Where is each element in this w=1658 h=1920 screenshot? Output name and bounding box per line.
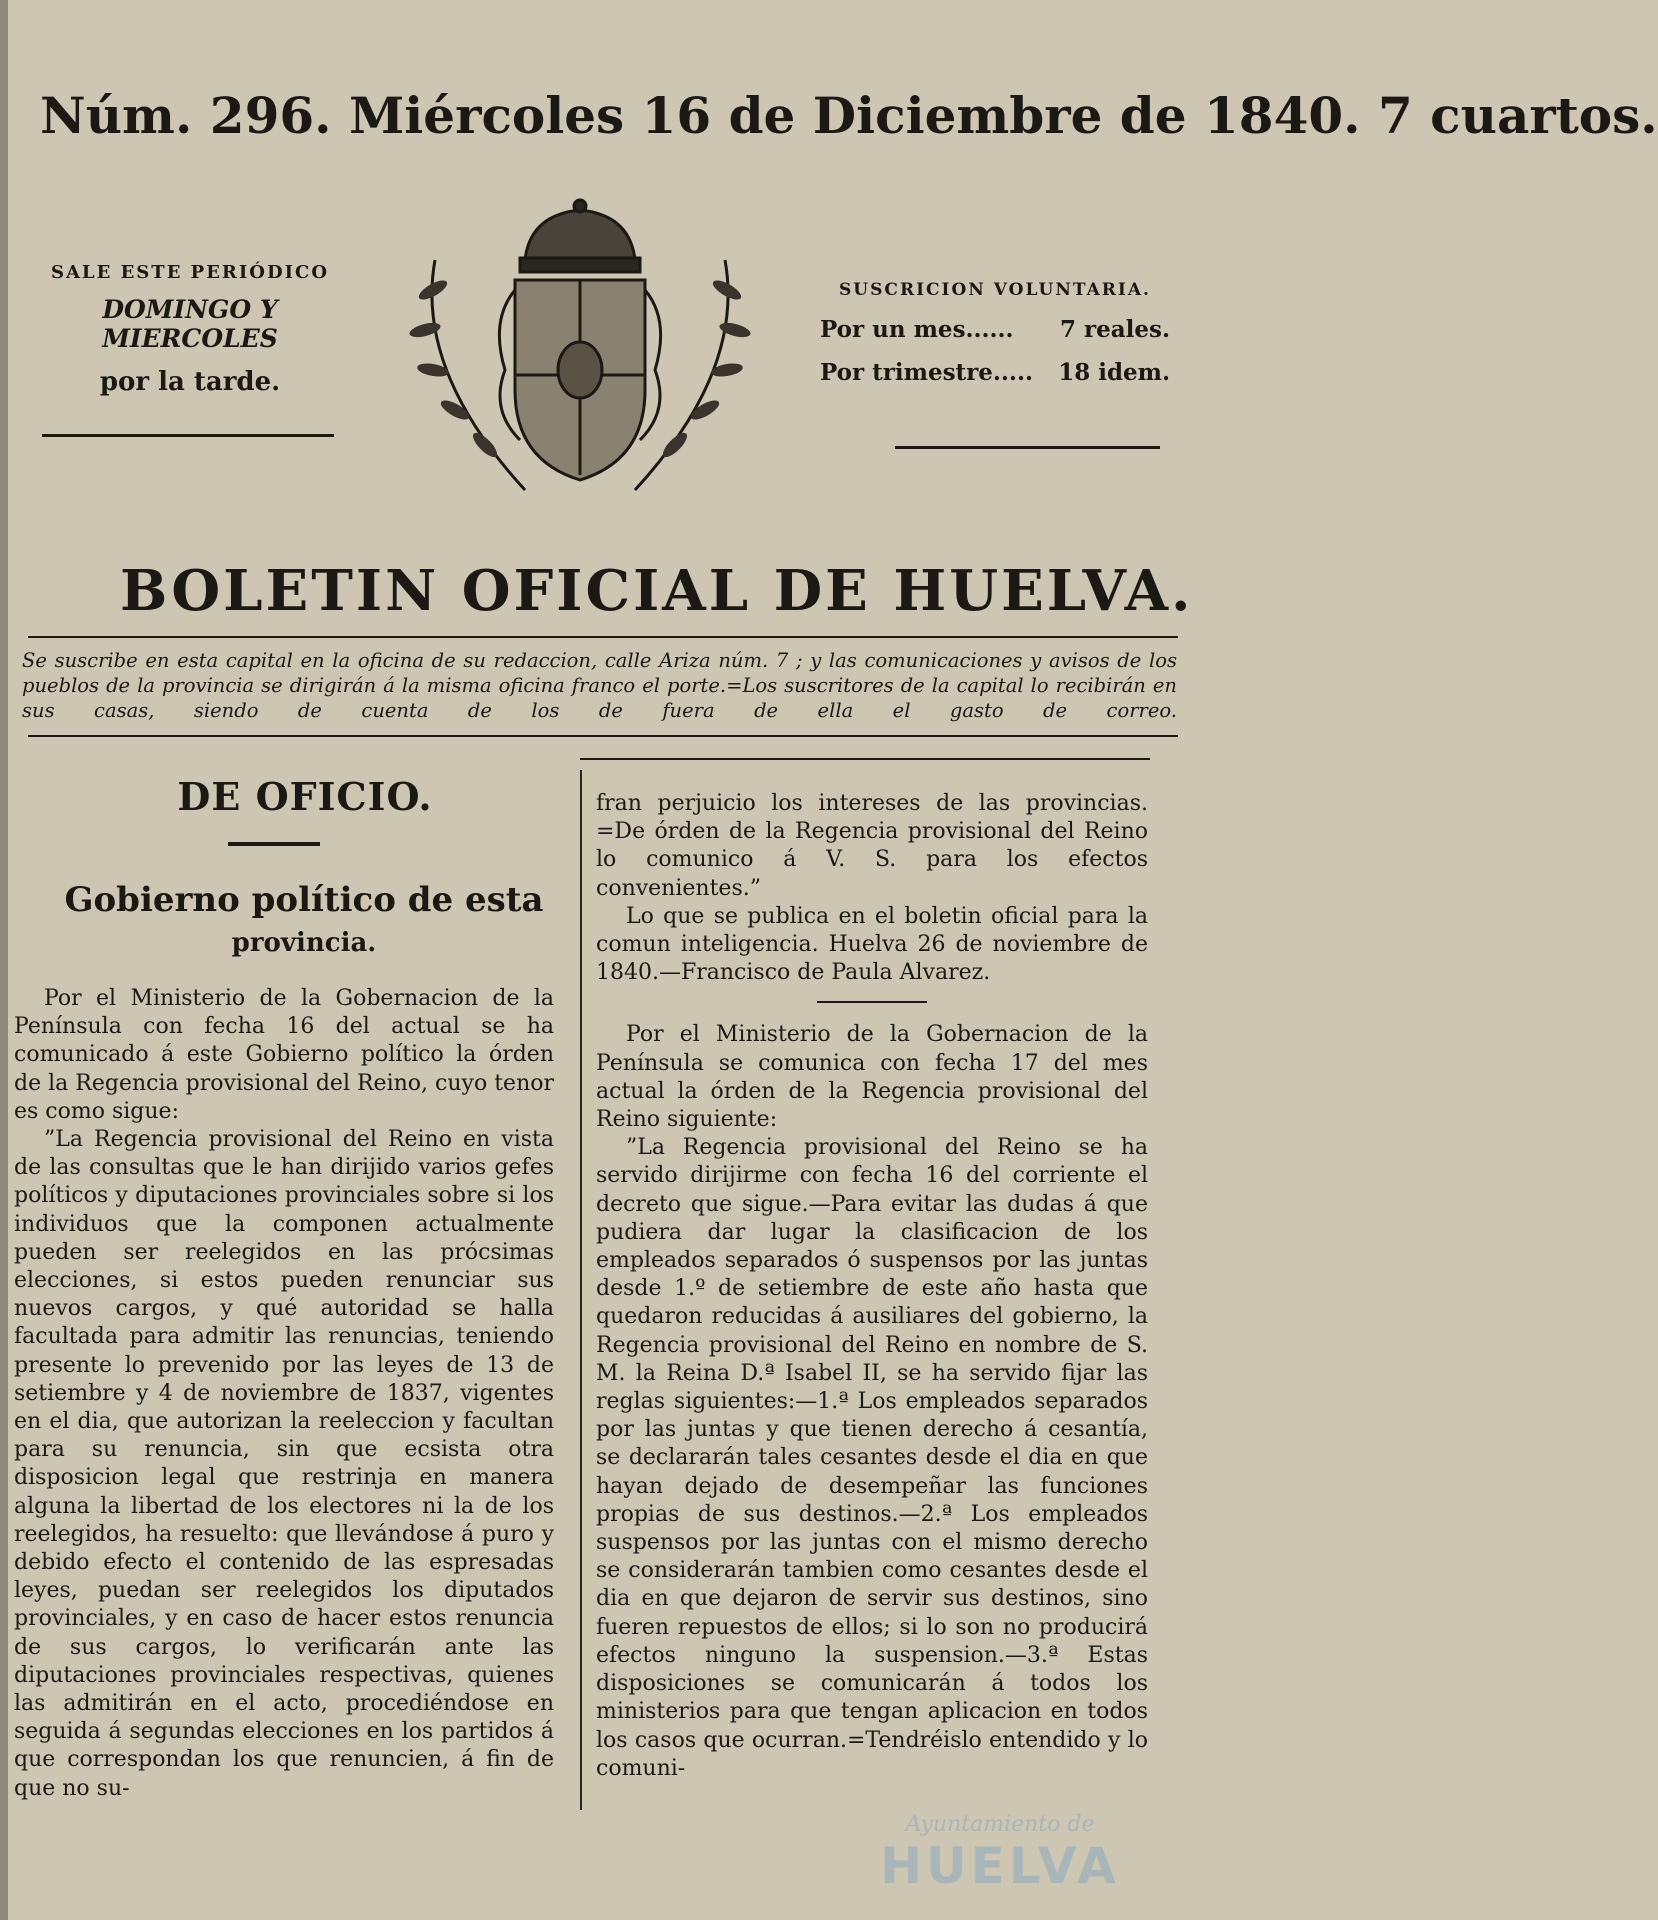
- schedule-line-2: DOMINGO Y MIERCOLES: [102, 295, 278, 353]
- masthead: Núm. 296. Miércoles 16 de Diciembre de 1840. 7 cuartos.: [40, 86, 1658, 145]
- column-divider: [580, 770, 582, 1810]
- page-edge: [0, 0, 8, 1920]
- price-value-month: 7 reales.: [1060, 316, 1170, 343]
- price-label-quarter: Por trimestre.....: [820, 359, 1033, 386]
- archive-watermark: [800, 1812, 1200, 1895]
- left-paragraph-2: ”La Regencia provisional del Reino en vista de las consultas que le han dirijido varios gefes políticos y diputaciones provinciales sobre si los individuos que la componen actualmente pueden ser reelegidos en las prócsimas elecciones, si estos pueden renunciar sus nuevos cargos, y qué autoridad se halla facultada para admitir las renuncias, teniendo presente lo prevenido por las leyes de 13 de setiembre y 4 de noviembre de 1837, vigentes en el dia, que autorizan la reeleccion y facultan para su renuncia, sin que ecsista otra disposicion legal que restrinja en manera alguna la libertad de los electores ni la de los reelegidos, ha resuelto: que llevándose á puro y debido efecto el contenido de las espresadas leyes, puedan ser reelegidos los diputados provinciales, y en caso de hacer estos renuncia de sus cargos, lo verificarán ante las diputaciones provinciales respectivas, quienes las admitirán en el acto, procediéndose en seguida á segundas elecciones en los partidos á que correspondan los que renuncien, á fin de que no su-: [14, 1127, 554, 1801]
- price-label-month: Por un mes......: [820, 316, 1014, 343]
- schedule-line-3: por la tarde.: [99, 367, 281, 397]
- watermark-line-2: HUELVA: [880, 1837, 1120, 1895]
- publication-schedule: [30, 262, 350, 397]
- article-heading: Gobierno político de esta: [64, 880, 544, 920]
- right-paragraph-2: Lo que se publica en el boletin oficial para la comun inteligencia. Huelva 26 de noviembre de 1840.—Francisco de Paula Alvarez.: [596, 903, 1148, 986]
- column-top-rule: [580, 758, 1150, 760]
- notice-bottom-rule: [28, 735, 1178, 737]
- subscription-prices: [820, 280, 1170, 386]
- right-paragraph-1: fran perjuicio los intereses de las provincias. =De órden de la Regencia provisional del Reino lo comunico á V. S. para los efectos convenientes.”: [596, 791, 1148, 901]
- article-separator: [817, 1001, 927, 1003]
- price-row-month: [820, 316, 1170, 343]
- right-paragraph-4: ”La Regencia provisional del Reino se ha servido dirijirme con fecha 16 del corriente el decreto que sigue.—Para evitar las dudas á que pudiera dar lugar la clasificacion de los empleados separados ó suspensos por las juntas desde 1.º de setiembre de este año hasta que quedaron reducidas á ausiliares del gobierno, la Regencia provisional del Reino en nombre de S. M. la Reina D.ª Isabel II, se ha servido fijar las reglas siguientes:—1.ª Los empleados separados por las juntas y que tienen derecho á cesantía, se declararán tales cesantes desde el dia en que hayan dejado de desempeñar las funciones propias de sus destinos.—2.ª Los empleados suspensos por las juntas con el mismo derecho se considerarán tambien como cesantes desde el dia en que dejaron de servir sus destinos, sino fueren repuestos de ellos; si lo son no producirá efectos ninguno la suspension.—3.ª Estas disposiciones se comunicarán á todos los ministerios para que tengan aplicacion en todos los casos que ocurran.=Tendréislo entendido y lo comuni-: [596, 1135, 1148, 1781]
- price-value-quarter: 18 idem.: [1058, 359, 1170, 386]
- newspaper-title: BOLETIN OFICIAL DE HUELVA.: [120, 558, 1194, 624]
- right-info-rule: [895, 446, 1160, 449]
- price-row-quarter: [820, 359, 1170, 386]
- right-paragraph-3: Por el Ministerio de la Gobernacion de la Península se comunica con fecha 17 del mes actual la órden de la Regencia provisional del Reino siguiente:: [596, 1022, 1148, 1133]
- left-column: [14, 985, 554, 1803]
- left-paragraph-1: Por el Ministerio de la Gobernacion de la Península con fecha 16 del actual se ha comunicado á este Gobierno político la órden de la Regencia provisional del Reino, cuyo tenor es como sigue:: [14, 986, 554, 1124]
- notice-top-rule: [28, 636, 1178, 638]
- section-rule: [228, 842, 320, 846]
- subscription-heading: SUSCRICION VOLUNTARIA.: [839, 280, 1151, 300]
- schedule-line-1: SALE ESTE PERIÓDICO: [50, 262, 330, 283]
- right-column: [596, 790, 1148, 1783]
- section-title: DE OFICIO.: [177, 774, 433, 819]
- watermark-line-1: Ayuntamiento de: [905, 1812, 1095, 1837]
- subscription-notice: Se suscribe en esta capital en la oficina de su redaccion, calle Ariza núm. 7 ; y las comunicaciones y avisos de los pueblos de la provincia se dirigirán á la misma oficina franco el porte.=Los suscritores de la capital lo recibirán en sus casas, siendo de cuenta de los de fuera de ella el gasto de correo.: [22, 649, 1177, 722]
- royal-coat-of-arms-icon: [395, 200, 765, 500]
- article-subheading: provincia.: [231, 928, 377, 958]
- left-info-rule: [42, 434, 334, 437]
